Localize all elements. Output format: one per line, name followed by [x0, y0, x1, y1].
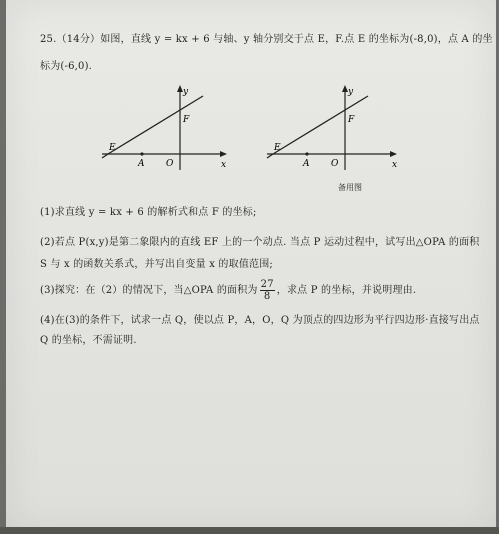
problem-header-line2: 标为(-6,0).: [40, 61, 93, 72]
point-a-label: A: [138, 159, 145, 169]
backup-figure-caption: 备用图: [338, 183, 362, 192]
figure-main: [100, 82, 235, 172]
question-4-line1: (4)在(3)的条件下，试求一点 Q，使以点 P，A，O，Q 为顶点的四边形为平行四边形·直接写出点: [40, 315, 480, 326]
problem-header-line1: 25.（14分）如图，直线 y = kx + 6 与轴、y 轴分别交于点 E，F.点 E 的坐标为(-8,0)，点 A 的坐: [40, 34, 493, 45]
question-4-line2: Q 的坐标，不需证明.: [40, 335, 137, 346]
origin-label: O: [331, 159, 339, 169]
x-axis-label: x: [392, 160, 398, 170]
fraction-numerator: 27: [260, 279, 274, 290]
y-axis-label: y: [183, 87, 189, 97]
point-a-label: A: [303, 159, 310, 169]
question-2-line1: (2)若点 P(x,y)是第二象限内的直线 EF 上的一个动点. 当点 P 运动过程中，试写出△OPA 的面积: [40, 237, 480, 248]
question-2-line2: S 与 x 的函数关系式，并写出自变量 x 的取值范围;: [40, 259, 273, 270]
area-fraction: [260, 279, 275, 302]
point-e-label: E: [109, 143, 116, 153]
point-e-label: E: [274, 143, 281, 153]
question-3-text-after: ，求点 P 的坐标，并说明理由.: [276, 285, 417, 296]
point-f-label: F: [183, 115, 190, 125]
page-edge: [0, 527, 499, 534]
y-axis-label: y: [348, 87, 354, 97]
figure-backup: [265, 82, 405, 172]
point-f-label: F: [348, 115, 355, 125]
question-1: (1)求直线 y = kx + 6 的解析式和点 F 的坐标;: [40, 207, 257, 218]
question-3: [40, 279, 416, 302]
fraction-denominator: 8: [263, 291, 271, 302]
x-axis-label: x: [221, 160, 227, 170]
question-3-text-before: (3)探究：在（2）的情况下，当△OPA 的面积为: [40, 285, 258, 296]
origin-label: O: [166, 159, 174, 169]
